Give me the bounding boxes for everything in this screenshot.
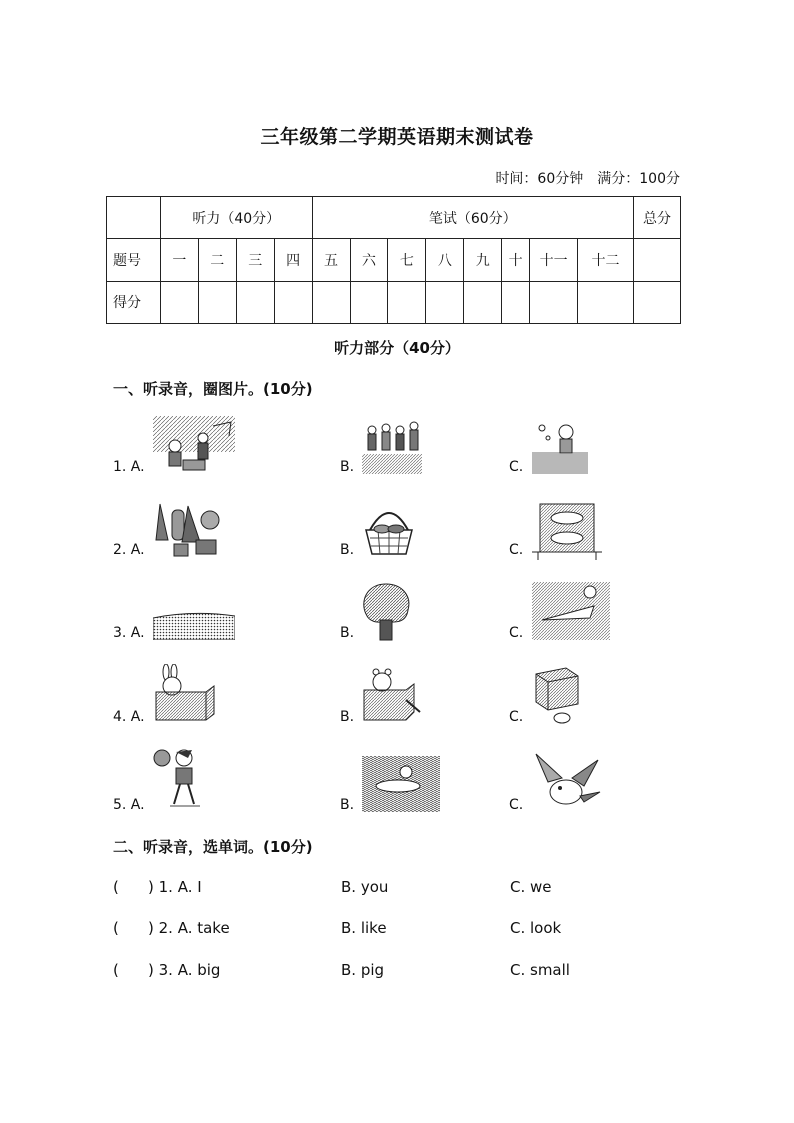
score-table-corner xyxy=(107,197,161,239)
answer-row xyxy=(113,961,673,981)
option-label: C. xyxy=(509,797,524,813)
option-label: B. xyxy=(340,709,355,725)
score-row xyxy=(107,281,681,323)
question-number-label: 题号 xyxy=(107,239,161,281)
listening-group-header: 听力（40分） xyxy=(160,197,312,239)
basket-icon[interactable] xyxy=(362,500,416,556)
option-a: ) 1. A. I xyxy=(148,878,202,896)
option-label: 1. A. xyxy=(113,459,145,475)
score-cell[interactable] xyxy=(274,281,312,323)
question-number: 三 xyxy=(236,239,274,281)
option-label: 5. A. xyxy=(113,797,145,813)
score-cell[interactable] xyxy=(426,281,464,323)
score-cell[interactable] xyxy=(388,281,426,323)
writing-group-header: 笔试（60分） xyxy=(312,197,633,239)
boy-playing-ball-icon[interactable] xyxy=(152,746,206,812)
score-label: 得分 xyxy=(107,281,161,323)
boy-swimming-icon[interactable] xyxy=(362,756,440,812)
option-label: 3. A. xyxy=(113,625,145,641)
full-score: 满分：100分 xyxy=(597,171,680,187)
rabbit-in-box-icon[interactable] xyxy=(152,664,216,722)
score-cell[interactable] xyxy=(312,281,350,323)
question-number: 四 xyxy=(274,239,312,281)
option-a: ) 3. A. big xyxy=(148,961,221,979)
question-number: 一 xyxy=(160,239,198,281)
option-label: C. xyxy=(509,625,524,641)
grass-field-icon[interactable] xyxy=(153,610,235,640)
option-label: C. xyxy=(509,709,524,725)
option-c: C. small xyxy=(510,961,570,979)
score-cell[interactable] xyxy=(464,281,502,323)
option-label: C. xyxy=(509,459,524,475)
answer-blank[interactable]: ( xyxy=(113,919,119,937)
answer-blank[interactable]: ( xyxy=(113,961,119,979)
exam-meta xyxy=(495,168,680,188)
option-b: B. you xyxy=(341,878,389,896)
score-cell[interactable] xyxy=(160,281,198,323)
children-group-icon[interactable] xyxy=(362,418,422,474)
boat-river-icon[interactable] xyxy=(532,582,610,642)
question-number: 二 xyxy=(198,239,236,281)
score-cell[interactable] xyxy=(530,281,578,323)
score-table-header-row xyxy=(107,197,681,239)
girl-by-river-icon[interactable] xyxy=(532,418,588,474)
option-label: B. xyxy=(340,625,355,641)
option-b: B. pig xyxy=(341,961,385,979)
question-number: 十 xyxy=(502,239,530,281)
score-cell[interactable] xyxy=(502,281,530,323)
page-title: 三年级第二学期英语期末测试卷 xyxy=(260,126,534,148)
bird-flying-icon[interactable] xyxy=(532,752,602,814)
score-cell[interactable] xyxy=(198,281,236,323)
box-with-rabbit-icon[interactable] xyxy=(532,664,582,726)
bear-in-box-icon[interactable] xyxy=(362,664,422,722)
total-header: 总分 xyxy=(633,197,680,239)
option-label: B. xyxy=(340,542,355,558)
answer-blank[interactable]: ( xyxy=(113,878,119,896)
question-number: 五 xyxy=(312,239,350,281)
part2-heading: 二、听录音，选单词。(10分) xyxy=(113,838,313,856)
listening-section-title: 听力部分（40分） xyxy=(334,339,460,357)
vegetables-icon[interactable] xyxy=(152,500,222,558)
question-number-row xyxy=(107,239,681,281)
total-cell xyxy=(633,239,680,281)
option-label: 4. A. xyxy=(113,709,145,725)
score-cell[interactable] xyxy=(578,281,634,323)
option-label: C. xyxy=(509,542,524,558)
score-table xyxy=(106,196,681,324)
question-number: 十一 xyxy=(530,239,578,281)
part1-heading: 一、听录音，圈图片。(10分) xyxy=(113,380,313,398)
option-label: B. xyxy=(340,459,355,475)
question-number: 九 xyxy=(464,239,502,281)
tree-icon[interactable] xyxy=(360,582,412,642)
option-label: B. xyxy=(340,797,355,813)
option-b: B. like xyxy=(341,919,387,937)
option-c: C. look xyxy=(510,919,562,937)
time-limit: 时间：60分钟 xyxy=(495,171,584,187)
question-number: 八 xyxy=(426,239,464,281)
option-label: 2. A. xyxy=(113,542,145,558)
question-number: 六 xyxy=(350,239,388,281)
option-a: ) 2. A. take xyxy=(148,919,230,937)
score-cell[interactable] xyxy=(236,281,274,323)
score-cell[interactable] xyxy=(350,281,388,323)
picnic-scene-icon[interactable] xyxy=(153,416,235,474)
question-number: 七 xyxy=(388,239,426,281)
option-c: C. we xyxy=(510,878,552,896)
score-cell[interactable] xyxy=(633,281,680,323)
answer-row xyxy=(113,919,673,939)
food-plates-icon[interactable] xyxy=(532,500,602,560)
question-number: 十二 xyxy=(578,239,634,281)
answer-row xyxy=(113,878,673,898)
